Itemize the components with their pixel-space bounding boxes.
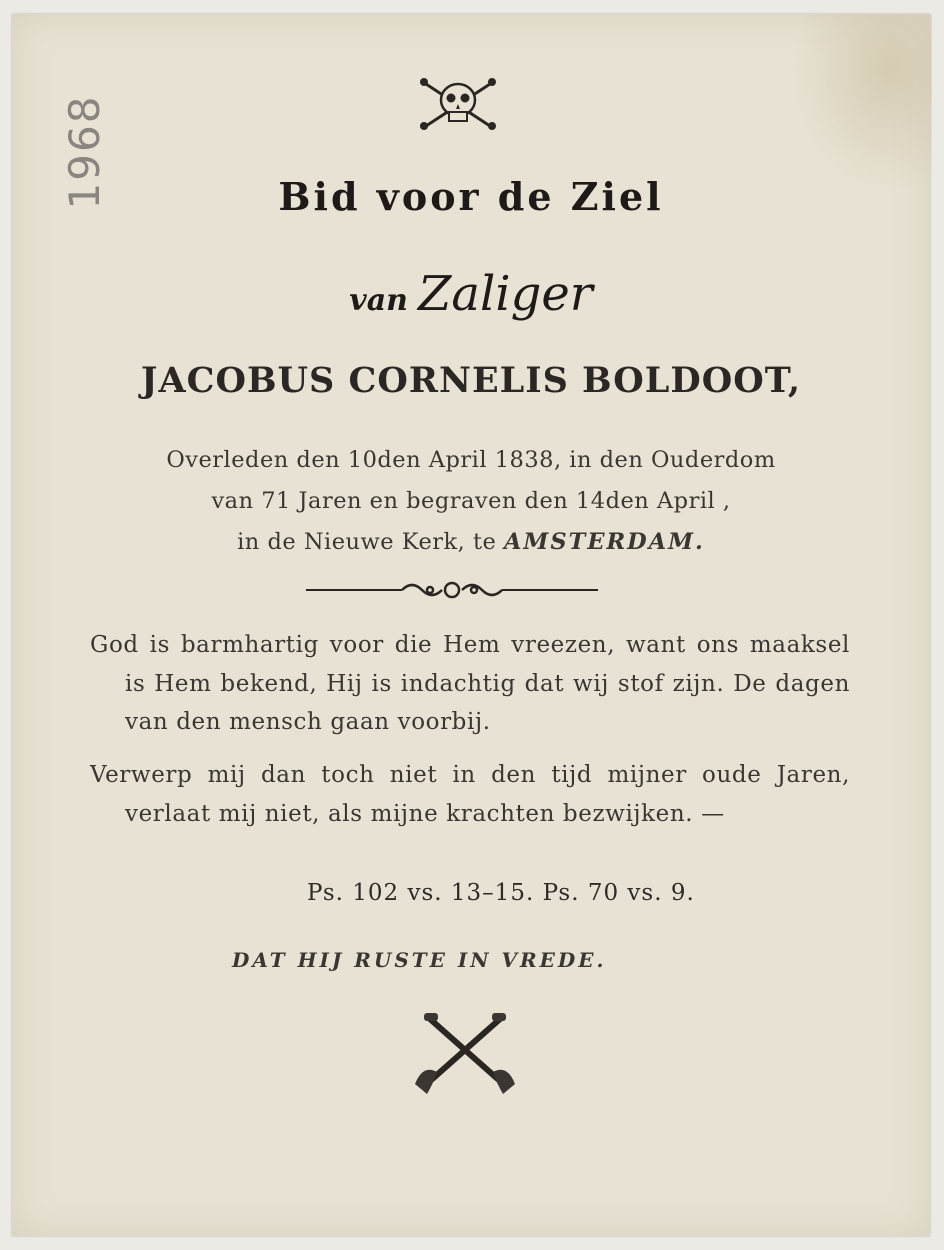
memorial-card — [12, 14, 930, 1236]
crossed-torches-icon — [400, 1009, 530, 1099]
death-line-place — [12, 522, 930, 563]
scripture-reference: Ps. 102 vs. 13–15. Ps. 70 vs. 9. — [307, 880, 695, 906]
verse-2 — [90, 756, 850, 833]
subheading-zaliger: Zaliger — [417, 266, 593, 322]
verse-text: God is barmhartig voor die Hem vreezen, want ons maaksel is Hem bekend, Hij is indachtig dat wij stof zijn. De dagen van den mensch gaan voorbij. — [90, 632, 850, 735]
subheading — [12, 266, 930, 322]
pencil-note: 1968 — [59, 94, 109, 210]
verse-1 — [90, 626, 850, 742]
deceased-name: JACOBUS CORNELIS BOLDOOT, — [140, 360, 802, 401]
closing-line: DAT HIJ RUSTE IN VREDE. — [232, 948, 607, 972]
water-stain — [792, 14, 932, 194]
heading: Bid voor de Ziel — [278, 174, 664, 219]
death-place: AMSTERDAM. — [503, 529, 705, 555]
subheading-van: van — [349, 283, 408, 318]
death-line: van 71 Jaren en begraven den 14den April , — [211, 488, 731, 514]
skull-crossbones-icon — [418, 76, 498, 132]
death-line: in de Nieuwe Kerk, te — [237, 529, 497, 555]
ornament-divider — [302, 574, 602, 604]
death-line: Overleden den 10den April 1838, in den Ouderdom — [166, 447, 776, 473]
death-details — [12, 440, 930, 563]
verse-text: Verwerp mij dan toch niet in den tijd mijner oude Jaren, verlaat mij niet, als mijne krachten bezwijken. — — [90, 762, 850, 827]
